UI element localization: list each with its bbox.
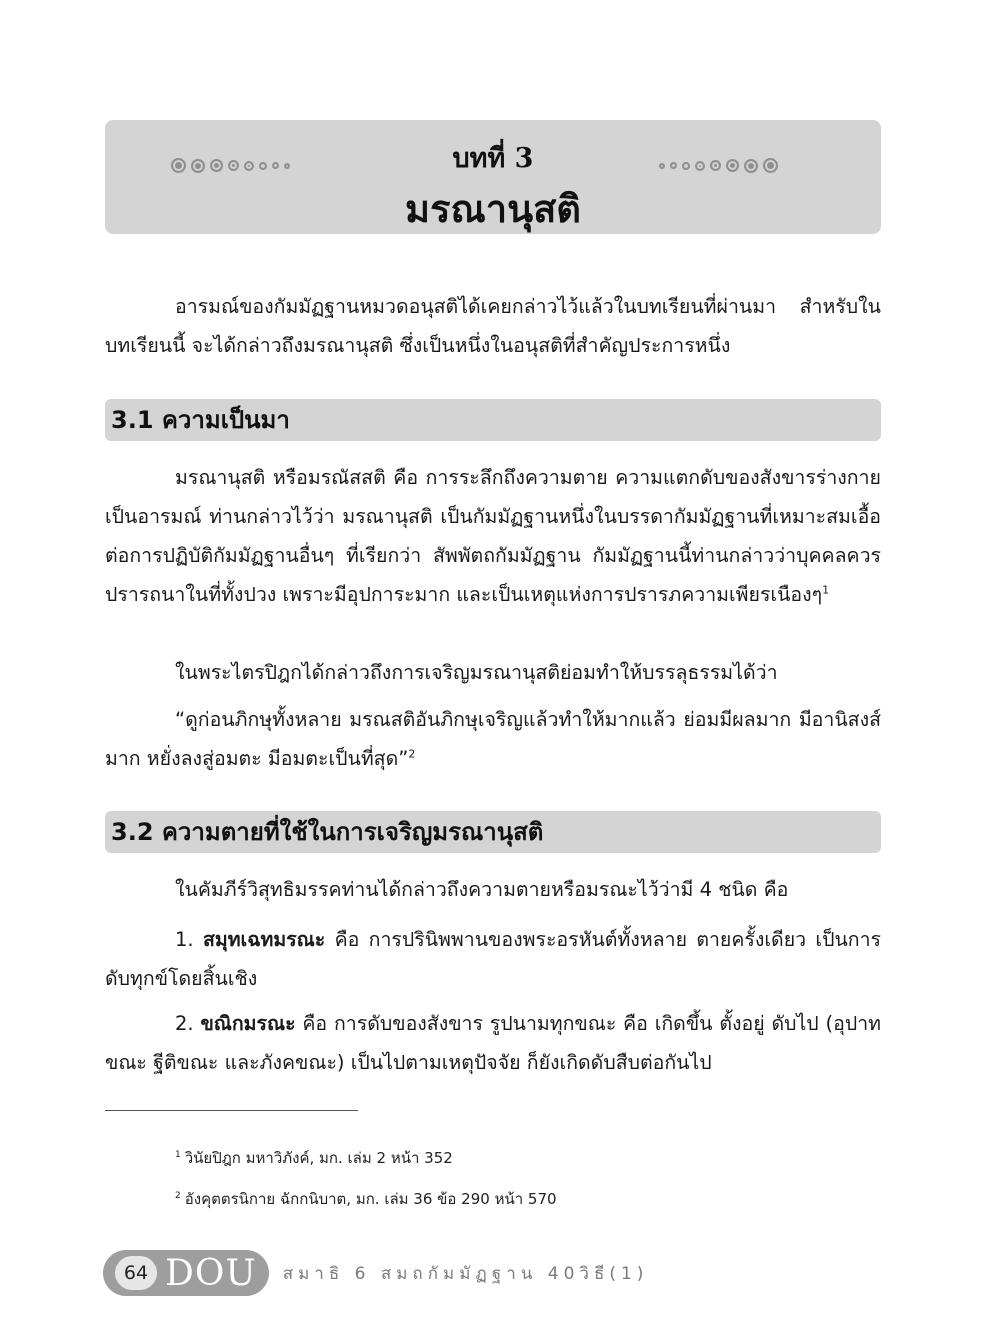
- list-item-1-text: คือ การปรินิพพานของพระอรหันต์ทั้งหลาย ตายครั้งเดียว เป็นการดับทุกข์โดยสิ้นเชิง: [105, 928, 882, 990]
- footnote-1-text: วินัยปิฎก มหาวิภังค์, มก. เล่ม 2 หน้า 352: [184, 1149, 453, 1167]
- footnote-ref-1[interactable]: 1: [822, 583, 830, 597]
- footnote-ref-2[interactable]: 2: [408, 747, 416, 761]
- footnote-divider: [105, 1110, 358, 1111]
- page-footer: [103, 1250, 648, 1296]
- footnote-2: [175, 1187, 557, 1211]
- chapter-number: บทที่ 3: [452, 143, 534, 174]
- list-item-1: [105, 920, 881, 998]
- list-item-2-number: 2.: [175, 1012, 194, 1035]
- list-item-1-number: 1.: [175, 928, 194, 951]
- footnote-2-number: 2: [175, 1191, 181, 1201]
- section-heading-3-1: 3.1 ความเป็นมา: [105, 399, 881, 441]
- quote-paragraph: [105, 700, 881, 778]
- footer-badge: [103, 1250, 269, 1296]
- list-item-2-term: ขณิกมรณะ: [200, 1012, 296, 1035]
- chapter-title: มรณานุสติ: [405, 187, 581, 231]
- decorative-dots-right: [659, 158, 778, 173]
- list-item-2: [105, 1004, 881, 1082]
- section1-paragraph-2: ในพระไตรปิฎกได้กล่าวถึงการเจริญมรณานุสติย่อมทำให้บรรลุธรรมได้ว่า: [175, 661, 778, 684]
- section1-paragraph-text: มรณานุสติ หรือมรณัสสติ คือ การระลึกถึงความตาย ความแตกดับของสังขารร่างกายเป็นอารมณ์ ท่านกล่าวไว้ว่า มรณานุสติ เป็นกัมมัฏฐานหนึ่งในบรรดากัมมัฏฐานที่เหมาะสมเอื้อต่อการปฏิบัติกัมมัฏฐานอื่นๆ ที่เรียกว่า สัพพัตถกัมมัฏฐาน กัมมัฏฐานนี้ท่านกล่าวว่าบุคคลควรปรารถนาในที่ทั้งปวง เพราะมีอุปการะมาก และเป็นเหตุแห่งการปรารภความเพียรเนืองๆ: [105, 466, 881, 606]
- section1-paragraph: [105, 458, 881, 614]
- footnote-2-text: อังคุตตรนิกาย ฉักกนิบาต, มก. เล่ม 36 ข้อ 290 หน้า 570: [184, 1190, 557, 1208]
- list-item-2-text: คือ การดับของสังขาร รูปนามทุกขณะ คือ เกิดขึ้น ตั้งอยู่ ดับไป (อุปาทขณะ ฐีติขณะ และภังคขณะ) เป็นไปตามเหตุปัจจัย ก็ยังเกิดดับสืบต่อกันไป: [105, 1012, 882, 1074]
- list-item-1-term: สมุทเฉทมรณะ: [202, 928, 326, 951]
- intro-paragraph: อารมณ์ของกัมมัฏฐานหมวดอนุสติได้เคยกล่าวไว้แล้วในบทเรียนที่ผ่านมา สำหรับในบทเรียนนี้ จะได้กล่าวถึงมรณานุสติ ซึ่งเป็นหนึ่งในอนุสติที่สำคัญประการหนึ่ง: [105, 295, 881, 357]
- footnote-1-number: 1: [175, 1150, 181, 1160]
- dou-logo: DOU: [165, 1252, 257, 1294]
- footnote-1: [175, 1146, 453, 1170]
- page-number: 64: [115, 1256, 157, 1290]
- quote-text: “ดูก่อนภิกษุทั้งหลาย มรณสติอันภิกษุเจริญแล้วทำให้มากแล้ว ย่อมมีผลมาก มีอานิสงส์มาก หยั่งลงสู่อมตะ มีอมตะเป็นที่สุด”: [105, 708, 881, 770]
- book-title: สมาธิ 6 สมถกัมมัฏฐาน 40วิธี(1): [282, 1263, 649, 1284]
- section2-paragraph: ในคัมภีร์วิสุทธิมรรคท่านได้กล่าวถึงความตายหรือมรณะไว้ว่ามี 4 ชนิด คือ: [175, 878, 789, 901]
- chapter-banner: [105, 120, 881, 234]
- section-heading-3-2: 3.2 ความตายที่ใช้ในการเจริญมรณานุสติ: [105, 811, 881, 853]
